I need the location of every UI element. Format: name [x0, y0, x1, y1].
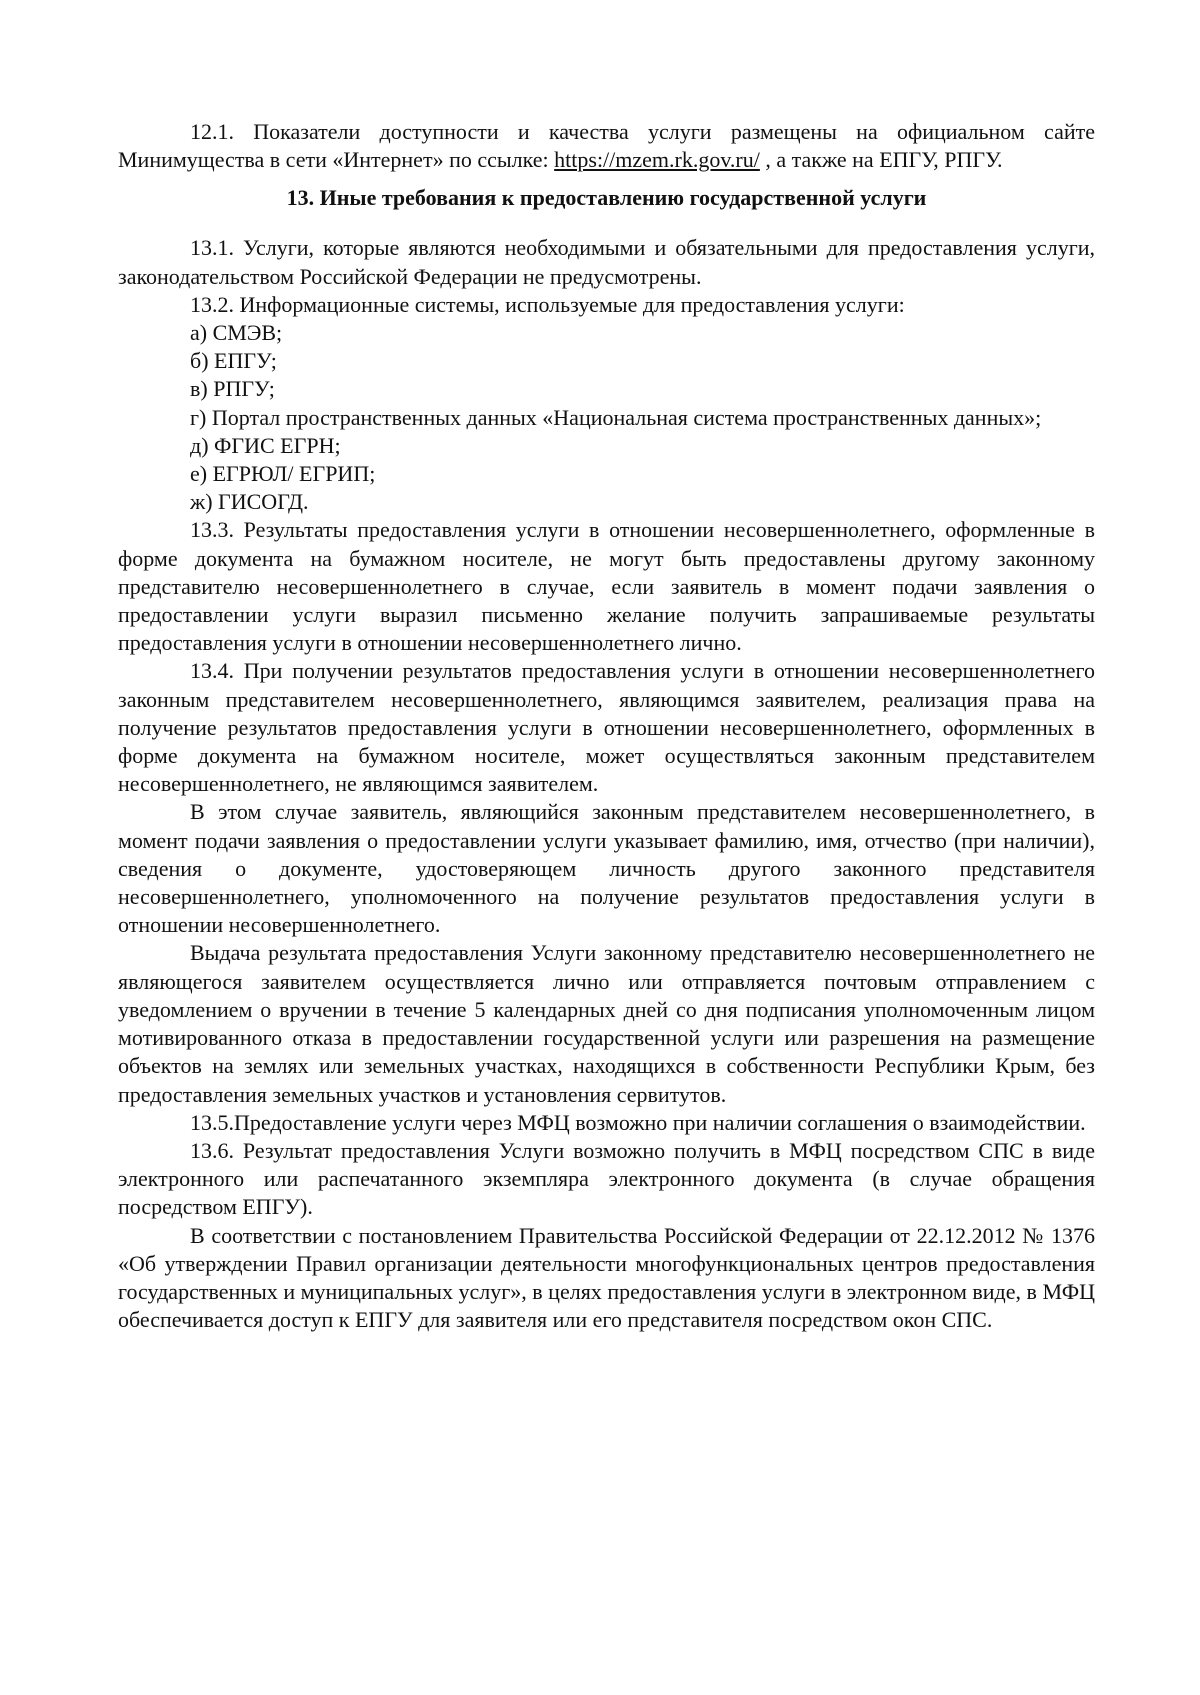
list-item-egrul-egrip: е) ЕГРЮЛ/ ЕГРИП;: [190, 461, 376, 487]
section-13-heading: 13. Иные требования к предоставлению государственной услуги: [286, 185, 927, 211]
list-item-smev: а) СМЭВ;: [190, 320, 283, 346]
paragraph-government-resolution: В соответствии с постановлением Правительства Российской Федерации от 22.12.2012 № 1376 «Об утверждении Правил организации деятельности многофункциональных центров предоставления государственных и муниципальных услуг», в целях предоставления услуги в электронном виде, в МФЦ обеспечивается доступ к ЕПГУ для заявителя или его представителя посредством окон СПС.: [118, 1222, 1095, 1333]
paragraph-12-1-text-before: 12.1. Показатели доступности и качества услуги размещены на официальном сайте Минимущества в сети «Интернет» по ссылке:: [118, 119, 1095, 173]
list-item-epgu: б) ЕПГУ;: [190, 348, 277, 374]
paragraph-13-2: 13.2. Информационные системы, используемые для предоставления услуги:: [190, 291, 905, 317]
paragraph-13-6: 13.6. Результат предоставления Услуги возможно получить в МФЦ посредством СПС в виде электронного или распечатанного экземпляра электронного документа (в случае обращения посредством ЕПГУ).: [118, 1137, 1095, 1220]
ministry-website-link[interactable]: https://mzem.rk.gov.ru/: [554, 147, 760, 173]
paragraph-12-1: [118, 118, 1095, 174]
list-item-gisogd: ж) ГИСОГД.: [190, 489, 309, 515]
paragraph-13-4-case: В этом случае заявитель, являющийся законным представителем несовершеннолетнего, в момент подачи заявления о предоставлении услуги указывает фамилию, имя, отчество (при наличии), сведения о документе, удостоверяющем личность другого законного представителя несовершеннолетнего, уполномоченного на получение результатов предоставления услуги в отношении несовершеннолетнего.: [118, 799, 1095, 938]
paragraph-13-5: 13.5.Предоставление услуги через МФЦ возможно при наличии соглашения о взаимодействии.: [190, 1109, 1086, 1135]
paragraph-13-4: 13.4. При получении результатов предоставления услуги в отношении несовершеннолетнего законным представителем несовершеннолетнего, являющимся заявителем, реализация права на получение результатов предоставления услуги в отношении несовершеннолетнего, оформленных в форме документа на бумажном носителе, может осуществляться законным представителем несовершеннолетнего, не являющимся заявителем.: [118, 658, 1095, 797]
list-item-spatial-data-portal: г) Портал пространственных данных «Национальная система пространственных данных»;: [190, 404, 1042, 430]
document-body: [118, 118, 1095, 1334]
list-item-rpgu: в) РПГУ;: [190, 376, 275, 402]
paragraph-13-1: 13.1. Услуги, которые являются необходимыми и обязательными для предоставления услуги, законодательством Российской Федерации не предусмотрены.: [118, 235, 1095, 289]
paragraph-13-3: 13.3. Результаты предоставления услуги в отношении несовершеннолетнего, оформленные в форме документа на бумажном носителе, не могут быть предоставлены другому законному представителю несовершеннолетнего в случае, если заявитель в момент подачи заявления о предоставлении услуги выразил письменно желание получить запрашиваемые результаты предоставления услуги в отношении несовершеннолетнего лично.: [118, 517, 1095, 656]
paragraph-13-4-issue: Выдача результата предоставления Услуги законному представителю несовершеннолетнего не являющегося заявителем осуществляется лично или отправляется почтовым отправлением с уведомлением о вручении в течение 5 календарных дней со дня подписания уполномоченным лицом мотивированного отказа в предоставлении государственной услуги или разрешения на размещение объектов на землях или земельных участках, находящихся в собственности Республики Крым, без предоставления земельных участков и установления сервитутов.: [118, 940, 1095, 1107]
list-item-fgis-egrn: д) ФГИС ЕГРН;: [190, 432, 341, 458]
paragraph-12-1-text-after: , а также на ЕПГУ, РПГУ.: [759, 147, 1003, 173]
